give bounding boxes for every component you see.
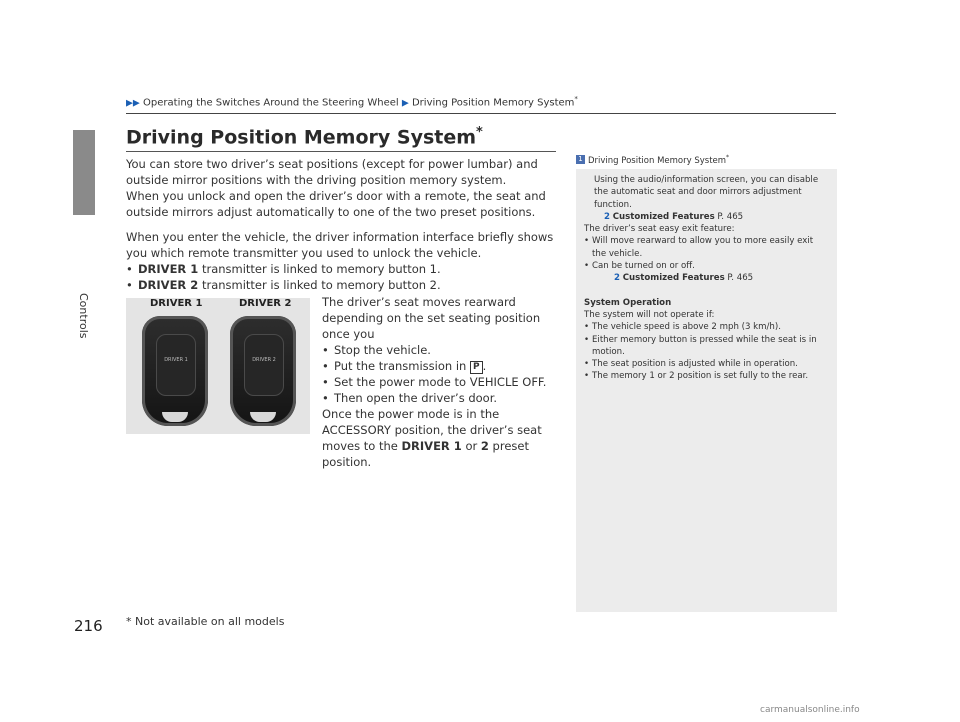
cross-reference[interactable]: 2 Customized Features P. 465	[614, 273, 754, 284]
title-rule	[126, 151, 556, 152]
park-symbol: P	[470, 361, 483, 374]
breadcrumb-star: *	[574, 95, 578, 103]
fob-label-driver-2: DRIVER 2	[239, 298, 292, 309]
intro-paragraph-2: When you unlock and open the driver’s door with a remote, the seat and outside mirrors adjust automatically to one of the two preset positions.	[126, 189, 546, 219]
footnote: * Not available on all models	[126, 615, 285, 628]
reference-arrow-icon: 2	[614, 273, 620, 284]
steps-tail: Once the power mode is in the ACCESSORY position, the driver’s seat moves to the DRIVER 1 or 2 preset position.	[322, 407, 542, 469]
key-fob-icon: DRIVER 2	[230, 316, 296, 426]
header-rule	[126, 113, 836, 114]
breadcrumb-current: Driving Position Memory System	[411, 97, 575, 109]
list-item: • Put the transmission in P .	[322, 359, 487, 373]
reference-arrow-icon: 2	[604, 211, 610, 222]
list-item: • DRIVER 2 transmitter is linked to memory button 2.	[126, 278, 441, 292]
page-number: 216	[74, 617, 103, 635]
cross-reference[interactable]: 2 Customized Features P. 465	[604, 211, 744, 222]
sidebar-header	[576, 152, 837, 169]
key-fob-figure	[126, 298, 310, 434]
list-item: • Set the power mode to VEHICLE OFF.	[322, 375, 547, 389]
section-label: Controls	[77, 293, 90, 339]
page-title: Driving Position Memory System*	[126, 125, 483, 149]
steps-lead: The driver’s seat moves rearward depending on the set seating position once you	[322, 295, 541, 341]
intro-text	[126, 156, 566, 293]
sidebar-title: Driving Position Memory System*	[588, 154, 730, 166]
note-number-icon: 1	[576, 155, 585, 164]
watermark: carmanualsonline.info	[760, 705, 860, 715]
key-fob-icon: DRIVER 1	[142, 316, 208, 426]
breadcrumb-arrow-icon: ▶▶	[126, 98, 140, 109]
breadcrumb-arrow-icon: ▶	[401, 98, 409, 109]
intro-paragraph-3: When you enter the vehicle, the driver information interface briefly shows you which remote transmitter you used to unlock the vehicle.	[126, 230, 554, 260]
sidebar-body: Using the audio/information screen, you can disable the automatic seat and door mirrors adjustment function. 2 Customized Features P. 465 The driver’s seat easy exit feature: • Will move rearward to allow you to more easily exit the vehicle. • Can be turned on or off. 2 Customized Features P. 465 System Operation The system will not operate if: • The vehicle speed is above 2 mph (3 km/h). • Either memory button is pressed while the seat is in motion. • The seat position is adjusted while in operation. • The memory 1 or 2 position is set fully to the rear.	[584, 174, 829, 383]
breadcrumb	[126, 95, 578, 108]
seat-move-text	[322, 294, 562, 470]
section-tab	[73, 130, 95, 215]
list-item: • Then open the driver’s door.	[322, 391, 498, 405]
intro-paragraph-1: You can store two driver’s seat positions (except for power lumbar) and outside mirror positions with the driving position memory system.	[126, 157, 538, 187]
system-operation-heading: System Operation	[584, 297, 672, 308]
list-item: • Stop the vehicle.	[322, 343, 431, 357]
fob-label-driver-1: DRIVER 1	[150, 298, 203, 309]
sidebar-note	[576, 152, 837, 612]
list-item: • DRIVER 1 transmitter is linked to memory button 1.	[126, 262, 441, 276]
breadcrumb-parent[interactable]: Operating the Switches Around the Steering Wheel	[143, 97, 399, 109]
